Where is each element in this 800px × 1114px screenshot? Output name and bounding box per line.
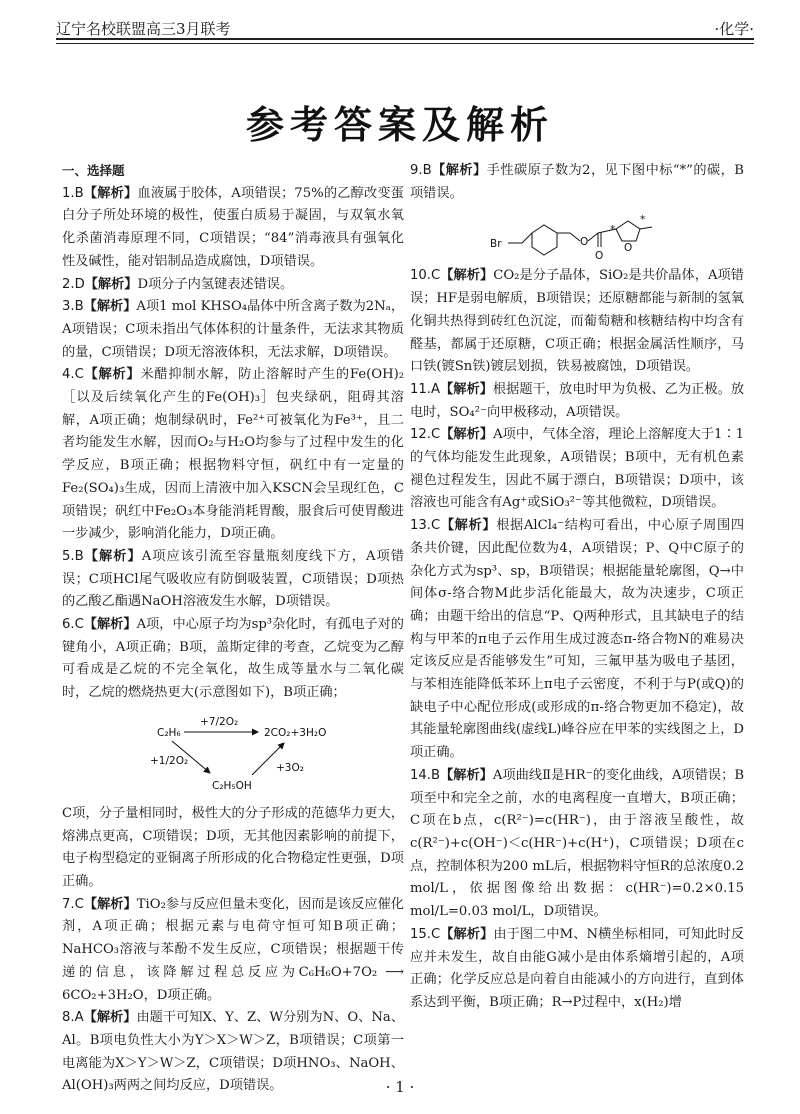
analysis-tag: 【解析】 [440,926,494,942]
answer-number: 11.A [410,381,440,397]
answer-number: 9.B [410,163,432,178]
answer-text: CO₂是分子晶体，SiO₂是共价晶体，A项错误；HF是弱电解质，B项错误；还原糖都能与新制的氢氧化铜共热得到砖红色沉淀，而葡萄糖和核糖结构中均含有醛基，都属于还原糖，C项正确；根据金属活性顺序，马口铁(镀Sn铁)镀层划损，铁易被腐蚀，D项错误。 [410,268,744,375]
answer-item [62,614,404,705]
structure-diagram [410,205,744,265]
answer-text: 由题干可知X、Y、Z、W分别为N、O、Na、Al。B项电负性大小为Y＞X＞W＞Z，B项错误；C项第一电离能为X＞Y＞W＞Z，C项错误；D项HNO₃、NaOH、Al(OH)₃两两之间均反应，D项错误。 [62,1010,405,1094]
product-label: 2CO₂+3H₂O [264,726,327,739]
answer-number: 14.B [410,767,441,783]
answer-item [62,546,404,614]
chiral-star-1: * [610,224,616,237]
analysis-tag: 【解析】 [440,427,494,443]
answer-item [62,803,404,894]
page-header [56,10,754,40]
left-column [62,160,404,1098]
analysis-tag: 【解析】 [440,518,497,534]
analysis-tag: 【解析】 [440,268,494,284]
answer-text: A项中，气体全溶，理论上溶解度大于1∶1的气体均能发生此现象，A项错误；B项中，无有机色素褪色过程发生，因此不属于漂白，B项错误；D项中，该溶液也可能含有Ag⁺或SiO₃²⁻等其他微粒，D项错误。 [410,427,745,511]
analysis-tag: 【解析】 [83,617,137,633]
answer-number: 13.C [410,518,441,534]
intermediate-label: C₂H₅OH [212,779,252,792]
answer-text: 血液属于胶体，A项错误；75%的乙醇改变蛋白分子所处环境的极性，使蛋白质易于凝固，与双氧水氧化杀菌消毒原理不同，C项错误；“84”消毒液具有强氧化性及碱性，能对铝制品造成腐蚀，D项错误。 [62,185,404,269]
exam-title: 辽宁名校联盟高三3月联考 [56,20,231,38]
analysis-tag: 【解析】 [83,1010,137,1026]
answer-item [410,515,744,765]
page-number: · 1 · [385,1078,415,1096]
answer-number: 4.C [62,367,84,383]
answer-text: A项曲线Ⅱ是HR⁻的变化曲线，A项错误；B项至中和完全之前，水的电离程度一直增大，B项正确；C项在b点，c(R²⁻)=c(HR⁻)，由于溶液呈酸性，故c(R²⁻)+c(OH⁻)＜c(HR⁻)+c(H⁺)，C项错误；D项在c点，控制体积为200 mL后，根据物料守恒R的总浓度0.2 mol/L，依据图像给出数据：c(HR⁻)=0.2×0.15 mol/L=0.03 mol/L，D项错误。 [410,767,745,920]
ester-oxygen-label: O [580,236,589,249]
analysis-tag: 【解析】 [431,163,487,178]
enthalpy-scheme-svg [62,705,404,803]
carbonyl-oxygen-label: O [595,250,604,263]
analysis-tag: 【解析】 [83,185,138,201]
analysis-tag: 【解析】 [83,299,137,315]
answer-number: 12.C [410,427,441,443]
answer-text: 米醋抑制水解，防止溶解时产生的Fe(OH)₂［以及后续氧化产生的Fe(OH)₃］包夹绿矾，阻碍其溶解，A项正确；炮制绿矾时，Fe²⁺可被氧化为Fe³⁺，且二者均能发生水解，因而O₂与H₂O均参与了过程中发生的化学反应，B项正确；根据物料守恒，矾红中有一定量的Fe₂(SO₄)₃生成，因而上清液中加入KSCN会呈现红色，C项错误；矾红中Fe₂O₃本身能消耗胃酸，服食后可使胃酸进一步减少，影响消化能力，D项正确。 [62,367,405,542]
answer-item [62,364,404,546]
answer-item [62,274,404,297]
answer-number: 7.C [62,896,84,912]
answer-number: 2.D [62,276,85,292]
bromine-label: Br [490,238,502,251]
answer-item [410,765,744,924]
analysis-tag: 【解析】 [83,367,141,383]
answer-item [410,265,744,379]
answer-text: 由于图二中M、N横坐标相同，可知此时反应并未发生，故自由能G减小是由体系熵增引起的，A项正确；化学反应总是向着自由能减小的方向进行，直到体系达到平衡，B项正确；R→P过程中，x(H₂)增 [410,926,745,1010]
answer-text: D项分子内氢键表述错误。 [137,276,294,292]
answer-item [62,894,404,1008]
answer-text: C项，分子量相同时，极性大的分子形成的范德华力更大，熔沸点更高，C项错误；D项，无其他因素影响的前提下，电子构型稳定的亚铜离子所形成的化合物稳定性更强，D项正确。 [62,805,404,889]
header-rule [56,43,754,44]
answer-text: A项，中心原子均为sp³杂化时，有孤电子对的键角小，A项正确；B项，盖斯定律的考查，乙烷变为乙醇可看成是乙烷的不完全氧化，故生成等量水与二氧化碳时，乙烷的燃烧热更大(示意图如下)，B项正确； [62,617,404,701]
page-title: 参考答案及解析 [245,103,554,147]
answer-number: 6.C [62,617,84,633]
answer-text: A项1 mol KHSO₄晶体中所含离子数为2Nₐ，A项错误；C项未指出气体体积的计量条件，无法求其物质的量，C项错误；D项无溶液体积，无法求解，D项错误。 [62,299,405,360]
analysis-tag: 【解析】 [83,896,137,912]
answer-item [410,424,744,515]
analysis-tag: 【解析】 [84,276,138,292]
answer-text: 根据题干，放电时甲为负极、乙为正极。放电时，SO₄²⁻向甲极移动，A项错误。 [410,381,745,420]
right-column [410,160,744,1015]
answer-item [410,924,744,1015]
answer-text: TiO₂参与反应但量未变化，因而是该反应催化剂，A项正确；根据元素与电荷守恒可知B项正确；NaHCO₃溶液与苯酚不发生反应，C项错误；根据题干传递的信息，该降解过程总反应为C₆H₆O+7O₂ ⟶ 6CO₂+3H₂O，D项正确。 [62,896,404,1003]
answer-item [62,183,404,274]
structure-svg [410,205,744,265]
answer-text: 手性碳原子数为2，见下图中标“*”的碳，B项错误。 [410,163,744,201]
analysis-tag: 【解析】 [440,767,493,783]
answer-number: 1.B [62,185,84,201]
section-heading: 一、选择题 [62,163,125,178]
enthalpy-scheme [62,705,404,803]
analysis-tag: 【解析】 [440,381,493,397]
subject-label: ·化学· [714,20,754,38]
answer-number: 8.A [62,1010,84,1026]
answer-item [410,379,744,424]
left-arrow-label: +1/2O₂ [150,754,189,767]
answer-number: 5.B [62,548,84,564]
answer-number: 3.B [62,299,84,315]
answer-item [62,296,404,364]
answer-text: A项应该引流至容量瓶刻度线下方，A项错误；C项HCl尾气吸收应有防倒吸装置，C项错误；D项热的乙酸乙酯遇NaOH溶液发生水解，D项错误。 [62,548,405,610]
answer-text: 根据AlCl₄⁻结构可看出，中心原子周围四条共价键，因此配位数为4，A项错误；P、Q中C原子的杂化方式为sp³、sp，B项错误；根据能量轮廓图，Q→中间体σ-络合物M此步活化能最大，故为决速步，C项正确；由题干给出的信息“P、Q两种形式，且其缺电子的结构与甲苯的π电子云作用生成过渡态π-络合物N的难易决定该反应是否能够发生”可知，三氟甲基为吸电子基团，与苯相连能降低苯环上π电子云密度，不利于与P(或Q)的缺电子中心配位形成(或形成的π-络合物更加不稳定)，故其能量轮廓图曲线(虚线L)峰谷应在甲苯的实线图之上，D项正确。 [410,518,745,761]
answer-number: 10.C [410,268,441,284]
ring-oxygen-label: O [624,242,633,255]
chiral-star-2: * [640,214,646,227]
reactant-label: C₂H₆ [157,726,181,739]
top-arrow-label: +7/2O₂ [200,715,239,728]
right-arrow-label: +3O₂ [276,761,304,774]
analysis-tag: 【解析】 [83,548,142,564]
answer-item [410,160,744,205]
answer-number: 15.C [410,926,441,942]
